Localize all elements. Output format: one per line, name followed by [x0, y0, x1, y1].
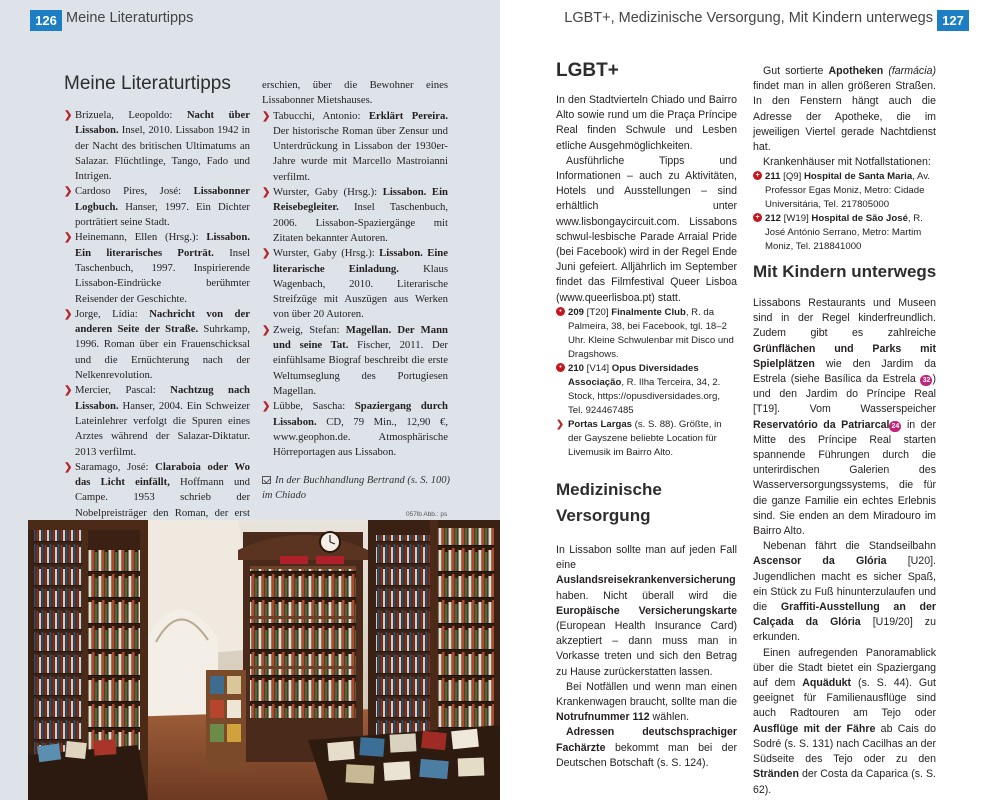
bullet-arrow-icon: ❯ — [64, 186, 73, 198]
sight-marker-badge: 32 — [920, 375, 932, 386]
lgbt-section — [556, 93, 737, 460]
map-marker-icon: + — [753, 213, 762, 222]
lgbt-tips: Ausführliche Tipps und Informationen – auch zu Aktivitäten, Hotels und Ausstellungen – sind erhältlich unter www.lisbongaycircuit.com. Lissabons schwul-lesbische Parade Arraial Pride (bei Facebook) wird in der Regel Ende Juni gefeiert. Alljährlich im September findet das Filmfestival Queer Lisboa (www.queerlisboa.pt) statt. — [556, 154, 737, 304]
page-number-left: 126 — [30, 10, 62, 31]
map-marker-icon: + — [753, 171, 762, 180]
photo-caption: In der Buchhandlung Bertrand (s. S. 100) im Chiado — [262, 475, 450, 501]
book-entry-continuation: erschien, über die Bewohner eines Lissabonner Mietshauses. — [262, 79, 448, 107]
literature-column-1 — [64, 108, 250, 536]
poi-entry: + 211 [Q9] Hospital de Santa Maria, Av. Professor Egas Moniz, Metro: Cidade Universitária, Tel. 217805000 — [753, 170, 936, 212]
medizin-section — [556, 543, 737, 771]
poi-entry: ❯ Portas Largas (s. S. 88). Größte, in der Gayszene beliebte Location für Livemusik im Bairro Alto. — [556, 418, 722, 458]
poi-entry: • 209 [T20] Finalmente Club, R. da Palmeira, 38, bei Facebook, tgl. 18–2 Uhr. Kleine Schwulenbar mit Disco und Dragshows. — [556, 306, 737, 362]
book-entry: ❯ Saramago, José: Claraboia oder Wo das Licht einfällt, Hoffmann und Campe. 1953 schrieb der Nobelpreisträger den Roman, der erst — [64, 460, 250, 519]
literature-column-2 — [262, 78, 448, 460]
poi-entry: • 210 [V14] Opus Diversidades Associação, R. Ilha Terceira, 34, 2. Stock, https://opusdiversidades.org, Tel. 924467485 — [556, 362, 737, 418]
book-entry: ❯ Cardoso Pires, José: Lissabonner Logbuch. Hanser, 1997. Ein Dichter porträtiert seine Stadt. — [64, 185, 250, 229]
medizin-doctors: Adressen deutschsprachiger Fachärzte bekommt man bei der Deutschen Botschaft (s. S. 124). — [556, 726, 737, 769]
poi-entry: + 212 [W19] Hospital de São José, R. José António Serrano, Metro: Martim Moniz, Tel. 218841000 — [753, 212, 936, 254]
bullet-arrow-icon: ❯ — [64, 385, 73, 397]
map-marker-icon: • — [556, 363, 565, 372]
medizin-emergency: Bei Notfällen und wenn man einen Krankenwagen braucht, sollte man die Notrufnummer 112 wählen. — [556, 680, 737, 724]
bullet-arrow-icon: ❯ — [262, 248, 271, 260]
section-heading-kinder: Mit Kindern unterwegs — [753, 262, 937, 281]
kinder-funicular: Nebenan fährt die Standseilbahn Ascensor da Glória [U20]. Jugendlichen macht es sicher Spaß, ein Stück zu Fuß hinunterzulaufen und die Graffiti-Ausstellung an der Calçada da Glória [U19/20] zu erkunden. — [753, 540, 936, 644]
medizin-section-continued — [753, 64, 936, 254]
map-marker-icon: • — [556, 307, 565, 316]
lgbt-intro: In den Stadtvierteln Chiado und Bairro Alto sowie rund um die Praça Príncipe Real finden Schwule und Lesben etliche Ausgehmöglichkeiten. — [556, 94, 737, 152]
section-heading-lgbt: LGBT+ — [556, 60, 619, 81]
bullet-arrow-icon: ❯ — [64, 232, 73, 244]
bullet-arrow-icon: ❯ — [64, 110, 73, 121]
book-entry: ❯ Mercier, Pascal: Nachtzug nach Lissabon. Hanser, 2004. Ein Schweizer Lateinlehrer verfolgt die Spuren eines Arztes während der Salazar-Diktatur. 2013 verfilmt. — [64, 384, 250, 458]
running-head-right: LGBT+, Medizinische Versorgung, Mit Kindern unterwegs — [564, 10, 933, 26]
right-page — [500, 0, 1000, 800]
kinder-excursions: Einen aufregenden Panoramablick über die Stadt bietet ein Spaziergang auf dem Aquädukt (s. S. 44). Gut geeignet für Familienausflüge sind auch Radtouren am Tejo oder Ausflüge mit der Fähre ab Cais do Sodré (s. S. 131) nach Cacilhas an der Südseite des Tejo oder zu den Stränden der Costa da Caparica (s. S. 62). — [753, 646, 936, 796]
bullet-arrow-icon: ❯ — [262, 401, 271, 413]
book-entry: ❯ Tabucchi, Antonio: Erklärt Pereira. Der historische Roman über Zensur und Unterdrückung in Lissabon der 1930er-Jahre wurde mit Marcello Mastroianni verfilmt. — [262, 109, 448, 183]
literature-title: Meine Literaturtipps — [64, 73, 231, 94]
photo-credit: 057lb Abb.: ps — [406, 511, 448, 518]
medizin-pharmacies: Gut sortierte Apotheken (farmácia) findet man in allen größeren Straßen. In den Fenstern hängt auch die Adresse der Apotheke, die im jeweiligen Viertel gerade Nachtdienst hat. — [753, 65, 937, 154]
medizin-hospitals-intro: Krankenhäuser mit Notfallstationen: — [763, 156, 931, 169]
book-entry: ❯ Wurster, Gaby (Hrsg.): Lissabon. Eine literarische Einladung. Klaus Wagenbach, 2010. Literarische Streifzüge mit Auszügen aus Werken von über 20 Autoren. — [262, 247, 448, 321]
bullet-arrow-icon: ❯ — [262, 187, 271, 199]
section-heading-medizin: Medizinische Versorgung — [556, 480, 662, 525]
bullet-arrow-icon: ❯ — [262, 324, 271, 336]
book-entry: ❯ Heinemann, Ellen (Hrsg.): Lissabon. Ein literarisches Porträt. Insel Taschenbuch, 1997. Inspirierende Lissabon-Eindrücke berühmter Reisender der Geschichte. — [64, 231, 250, 305]
bullet-arrow-icon: ❯ — [64, 461, 73, 473]
photo-reference-icon — [262, 476, 271, 484]
bookshop-photo — [28, 520, 500, 800]
kinder-parks: Lissabons Restaurants und Museen sind in der Regel kinderfreundlich. Zudem gibt es zahlreiche Grünflächen und Parks mit Spielplätzen wie den Jardim da Estrela (siehe Basílica da Estrela 32 ) und den Jardim do Príncipe Real [T19]. Vom Wasserspeicher Reservatório da Patriarcal 24 in der Mitte des Príncipe Real starten spannende Führungen durch die unterirdischen Galerien des Wasserversorgungssystems, die für die ganze Familie ein echtes Erlebnis sind. Sie enden an dem Miradouro im Bairro Alto. — [753, 297, 936, 538]
book-entry: ❯ Lübbe, Sascha: Spaziergang durch Lissabon. CD, 79 Min., 12,90 €, www.geophon.de. Atmosphärische Hörreportagen aus Lissabon. — [262, 400, 448, 459]
running-head-left: Meine Literaturtipps — [66, 10, 194, 26]
book-entry: ❯ Wurster, Gaby (Hrsg.): Lissabon. Ein Reisebegleiter. Insel Taschenbuch, 2006. Lissabon-Spaziergänge mit Zitaten bekannter Autoren. — [262, 186, 448, 244]
book-entry: ❯ Brizuela, Leopoldo: Nacht über Lissabon. Insel, 2010. Lissabon 1942 in der Nacht des britischen Ultimatums an Salazar. Flüchtlinge, Tango, Fado und Intrigen. — [64, 109, 250, 183]
book-entry: ❯ Jorge, Lídia: Nachricht von der anderen Seite der Straße. Suhrkamp, 1996. Roman über ein Frauenschicksal und die Ernüchterung nach der Nelkenrevolution. — [64, 307, 250, 382]
kinder-section — [753, 296, 936, 798]
medizin-insurance: In Lissabon sollte man auf jeden Fall eine Auslandsreisekrankenversicherung haben. Nicht überall wird die Europäische Versicherungskarte (European Health Insurance Card) akzeptiert – dann muss man in Vorkasse treten und sich den Betrag zu Hause zurückerstatten lassen. — [556, 544, 737, 678]
page-number-right: 127 — [937, 10, 969, 31]
sight-marker-badge: 24 — [889, 421, 901, 432]
bullet-arrow-icon: ❯ — [64, 308, 73, 320]
book-entry: ❯ Zweig, Stefan: Magellan. Der Mann und seine Tat. Fischer, 2011. Der einfühlsame Biograf beschreibt die erste Weltumseglung des Portugiesen Magellan. — [262, 323, 448, 397]
bullet-arrow-icon: ❯ — [556, 418, 565, 430]
bullet-arrow-icon: ❯ — [262, 110, 271, 122]
